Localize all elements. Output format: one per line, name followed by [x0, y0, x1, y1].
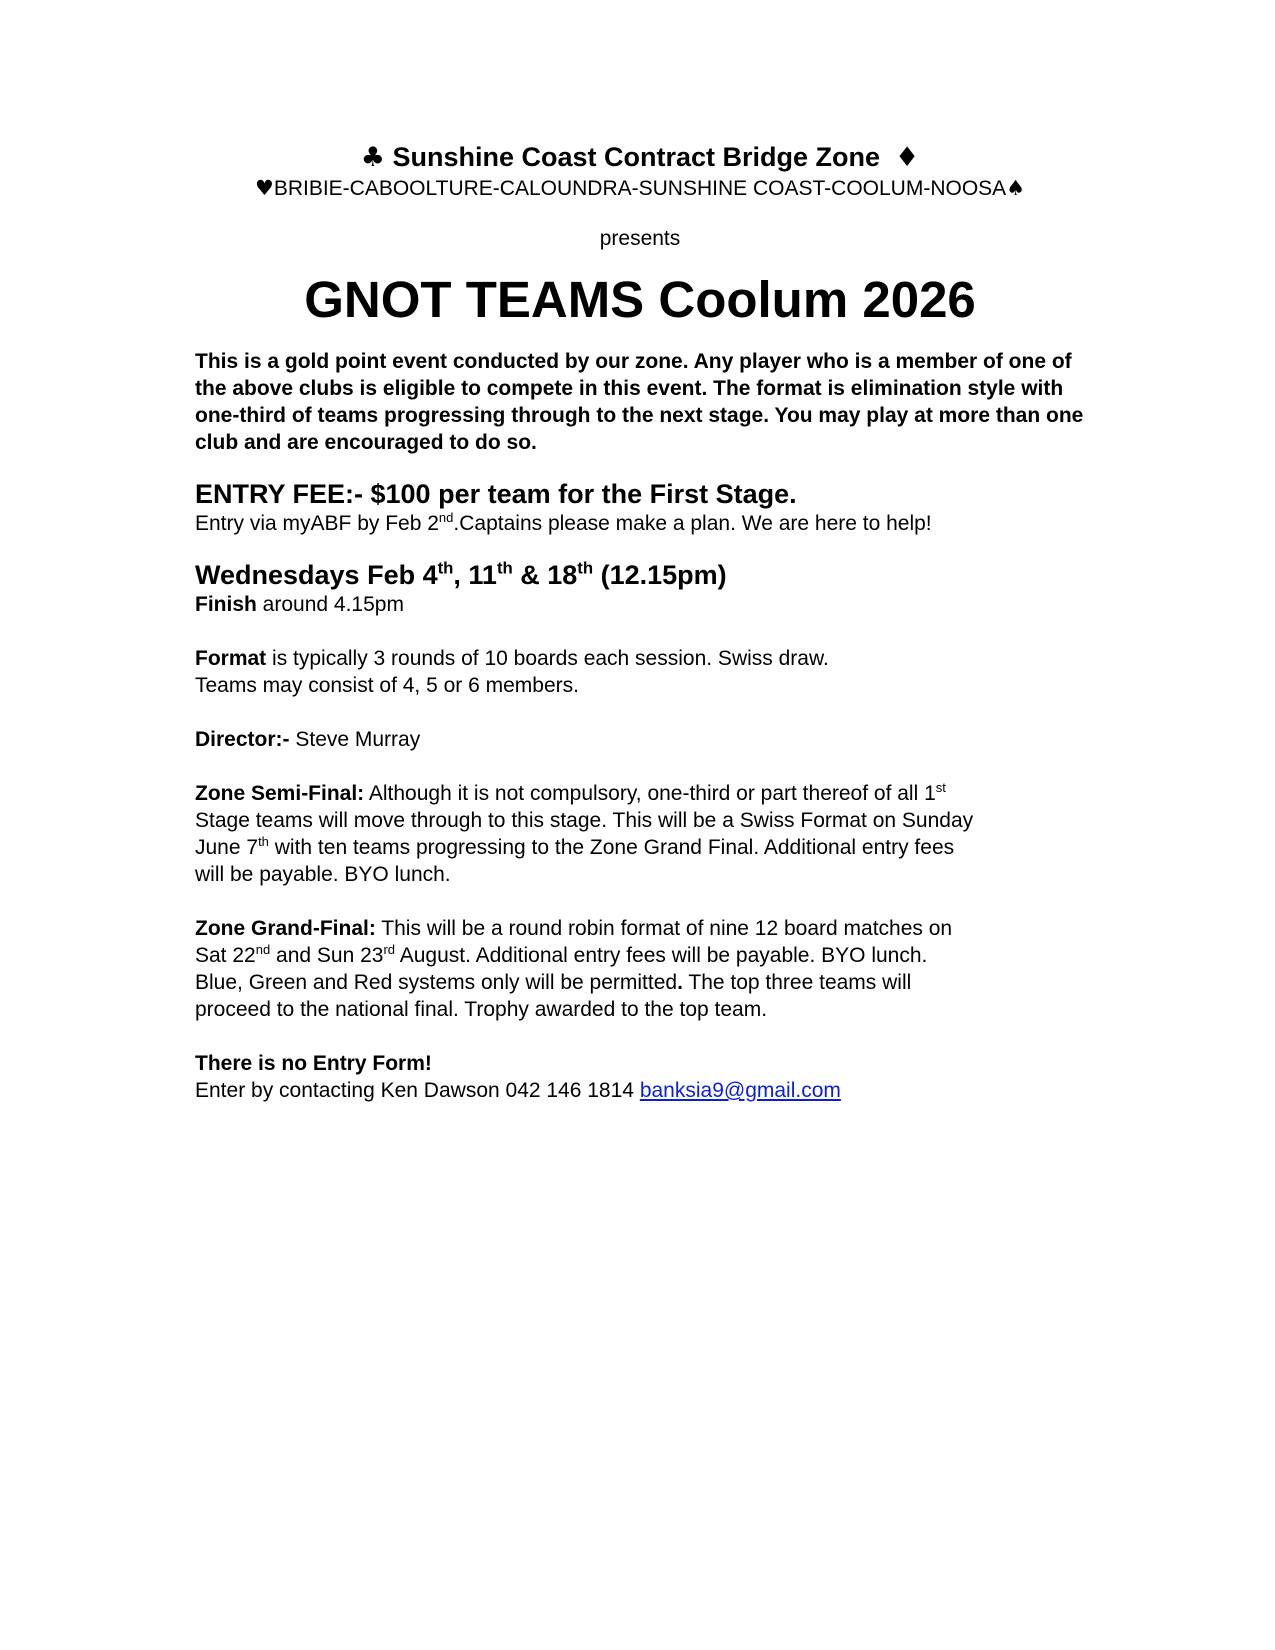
- dates-sup-3: th: [577, 558, 594, 578]
- format-text: is typically 3 rounds of 10 boards each session. Swiss draw.: [266, 647, 829, 670]
- grand-final-text-1: This will be a round robin format of nine 12 board matches on: [375, 917, 953, 940]
- dates-heading: [195, 559, 1085, 591]
- heart-suit-icon: ♥: [254, 176, 274, 200]
- teams-line: Teams may consist of 4, 5 or 6 members.: [195, 674, 579, 697]
- grand-final-text-4: August. Additional entry fees will be payable. BYO lunch.: [395, 944, 928, 967]
- dates-part-2: , 11: [453, 560, 497, 590]
- director-name: Steve Murray: [289, 728, 421, 751]
- grand-final-text-5: Blue, Green and Red systems only will be permitted: [195, 971, 678, 994]
- grand-final-bold-dot: .: [677, 971, 683, 994]
- semi-final-text-4: with ten teams progressing to the Zone Grand Final. Additional entry fees: [268, 836, 955, 859]
- grand-final-text-2: Sat 22: [195, 944, 256, 967]
- finish-label: Finish: [195, 593, 257, 616]
- semi-final-sup-1: st: [935, 779, 946, 795]
- event-title: GNOT TEAMS Coolum 2026: [304, 271, 976, 328]
- entry-line-text-2: .Captains please make a plan. We are here to help!: [453, 512, 932, 535]
- grand-final-text-3: and Sun 23: [270, 944, 384, 967]
- entry-line: [195, 510, 1085, 537]
- dates-sup-1: th: [437, 558, 454, 578]
- intro-paragraph: This is a gold point event conducted by our zone. Any player who is a member of one of the above clubs is eligible to compete in this event. The format is elimination style with one-third of teams progressing through to the next stage. You may play at more than one club and are encouraged to do so.: [195, 350, 1084, 454]
- director-line: [195, 726, 1085, 753]
- semi-final-sup-2: th: [258, 833, 269, 849]
- grand-final-line-1: [195, 915, 1085, 942]
- dates-part-4: (12.15pm): [593, 560, 727, 590]
- entry-fee-heading: ENTRY FEE:- $100 per team for the First Stage.: [195, 479, 797, 509]
- dates-part-1: Wednesdays Feb 4: [195, 560, 438, 590]
- zone-title-line: [195, 140, 1085, 175]
- clubs-line: [195, 175, 1085, 202]
- director-label: Director:-: [195, 728, 290, 751]
- grand-final-line-3: [195, 969, 1085, 996]
- email-link[interactable]: banksia9@gmail.com: [639, 1079, 841, 1102]
- diamond-suit-icon: ♦: [895, 142, 920, 173]
- entry-line-sup: nd: [438, 509, 454, 525]
- document-page: [195, 140, 1085, 1104]
- zone-title: Sunshine Coast Contract Bridge Zone: [392, 142, 881, 172]
- entry-form-heading-text: There is no Entry Form!: [195, 1052, 432, 1075]
- entry-form-heading: [195, 1050, 1085, 1077]
- grand-final-sup-2: rd: [383, 941, 396, 957]
- grand-final-line-2: [195, 942, 1085, 969]
- semi-final-line-3: [195, 834, 1085, 861]
- semi-final-label: Zone Semi-Final:: [195, 782, 365, 805]
- grand-final-text-6: The top three teams will: [682, 971, 912, 994]
- contact-text: Enter by contacting Ken Dawson 042 146 1814: [195, 1079, 640, 1102]
- format-label: Format: [195, 647, 267, 670]
- grand-final-label: Zone Grand-Final:: [195, 917, 376, 940]
- dates-part-3: & 18: [512, 560, 578, 590]
- semi-final-text-3: June 7: [195, 836, 259, 859]
- dates-sup-2: th: [496, 558, 513, 578]
- format-line: [195, 645, 1085, 672]
- grand-final-line-4: proceed to the national final. Trophy awarded to the top team.: [195, 998, 768, 1021]
- semi-final-line-1: [195, 780, 1085, 807]
- grand-final-sup-1: nd: [255, 941, 271, 957]
- spade-suit-icon: ♠: [1006, 176, 1026, 200]
- semi-final-line-2: Stage teams will move through to this stage. This will be a Swiss Format on Sunday: [195, 809, 974, 832]
- semi-final-line-4: will be payable. BYO lunch.: [195, 863, 451, 886]
- presents-text: presents: [599, 227, 681, 250]
- finish-text: around 4.15pm: [256, 593, 404, 616]
- contact-line: [195, 1077, 1085, 1104]
- clubs-list: BRIBIE-CABOOLTURE-CALOUNDRA-SUNSHINE COAST-COOLUM-NOOSA: [273, 177, 1007, 200]
- finish-line: [195, 591, 1085, 618]
- club-suit-icon: ♣: [360, 142, 385, 173]
- semi-final-text-1: Although it is not compulsory, one-third or part thereof of all 1: [364, 782, 936, 805]
- entry-line-text: Entry via myABF by Feb 2: [195, 512, 439, 535]
